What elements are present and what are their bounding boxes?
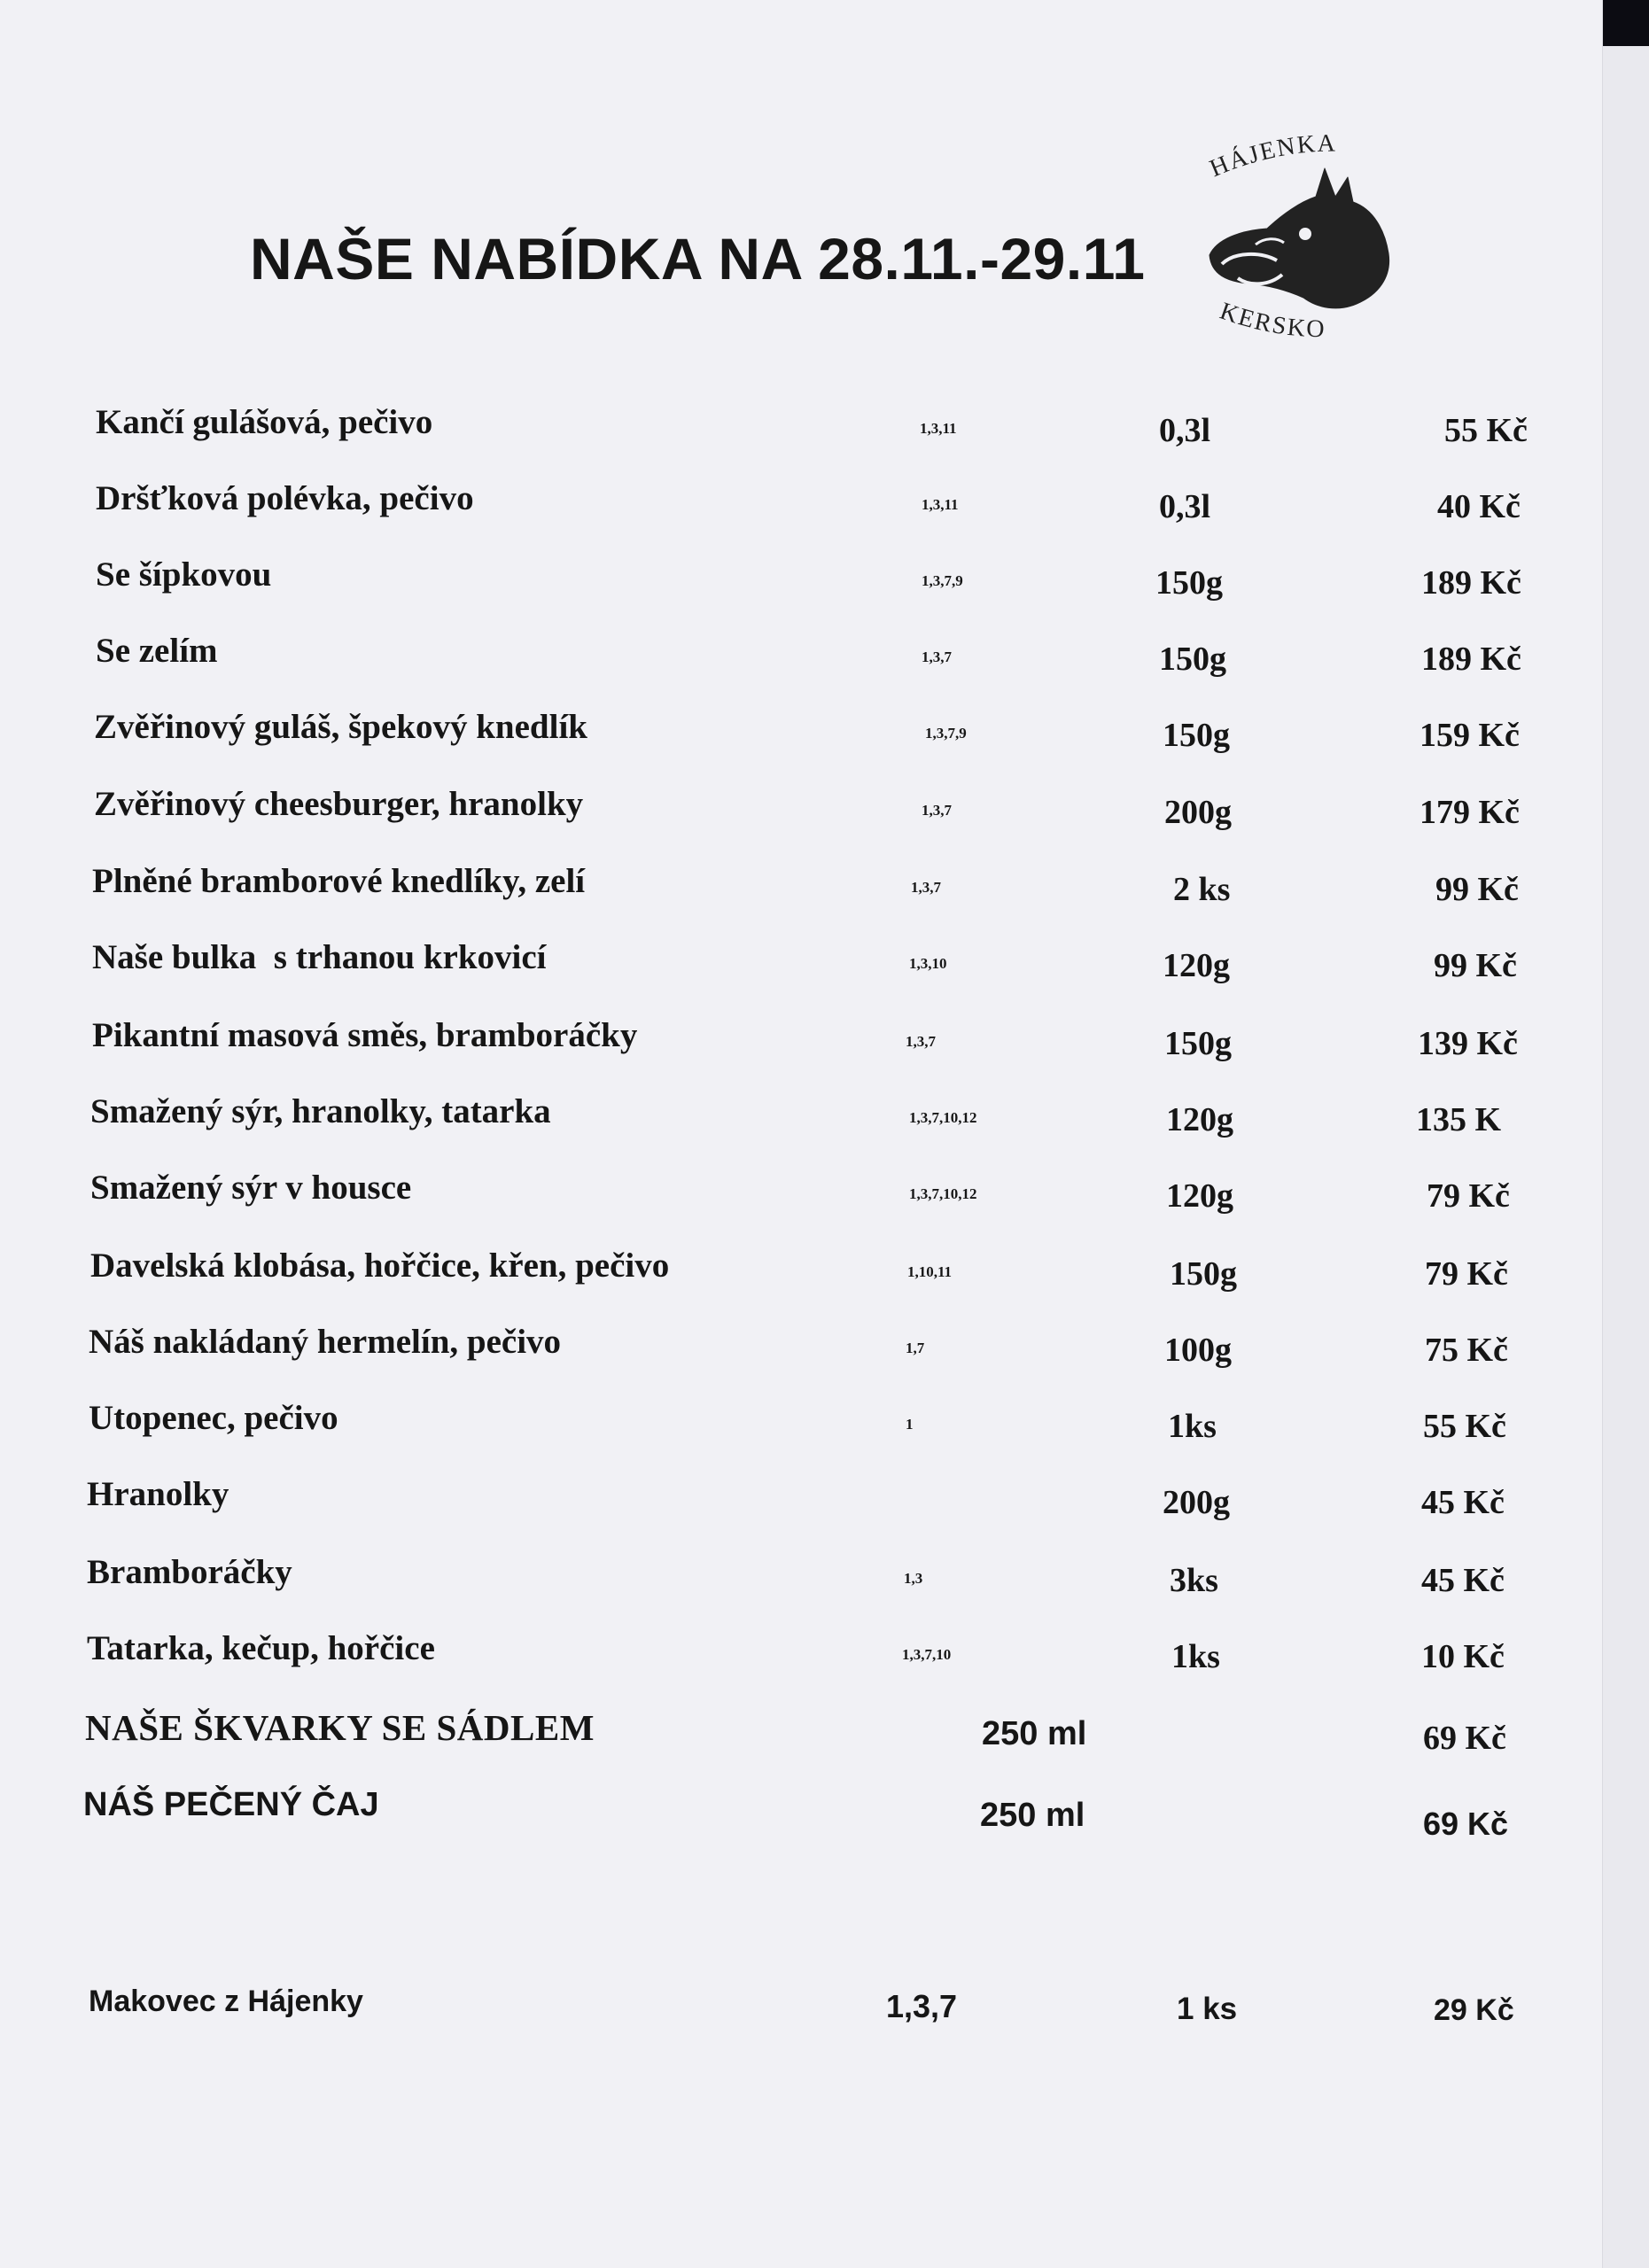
dessert-allergens: 1,3,7 [886,1988,958,2024]
svg-text:HÁJENKA [1206,129,1337,183]
special-price: 69 Kč [1423,1720,1506,1757]
item-name: Plněné bramborové knedlíky, zelí [92,862,586,900]
item-portion: 0,3l [1159,412,1211,449]
item-price: 99 Kč [1434,947,1517,984]
item-allergens: 1,3,7 [922,649,952,665]
item-price: 45 Kč [1421,1484,1505,1521]
item-price: 79 Kč [1425,1255,1508,1293]
menu-item [0,1015,1595,1086]
item-price: 135 K [1416,1101,1502,1138]
item-allergens: 1,3 [904,1570,923,1587]
item-price: 79 Kč [1427,1177,1510,1215]
item-name: Zvěřinový cheesburger, hranolky [94,785,584,823]
item-name: Pikantní masová směs, bramboráčky [92,1016,638,1054]
item-allergens: 1,3,7 [906,1033,936,1050]
menu-item [0,1168,1595,1239]
item-name: Náš nakládaný hermelín, pečivo [89,1323,562,1361]
item-name: Bramboráčky [87,1553,292,1591]
item-portion: 200g [1164,794,1232,831]
menu-item [0,1091,1595,1162]
menu-item [0,1398,1595,1469]
item-price: 159 Kč [1420,717,1520,754]
menu-item [0,402,1595,473]
item-name: Dršťková polévka, pečivo [96,479,474,517]
item-price: 75 Kč [1425,1332,1508,1369]
item-price: 45 Kč [1421,1562,1505,1599]
item-allergens: 1,3,7,9 [922,572,963,589]
item-portion: 120g [1166,1101,1233,1138]
boar-head-icon [1192,122,1444,353]
item-allergens: 1,7 [906,1340,925,1356]
menu-item [0,1552,1595,1623]
special-volume: 250 ml [980,1797,1085,1834]
item-name: Smažený sýr v housce [90,1169,412,1207]
item-portion: 200g [1163,1484,1230,1521]
menu-item [0,707,1595,778]
item-portion: 150g [1155,564,1223,602]
dessert-item [0,1984,1595,2055]
hajenka-logo [1192,122,1444,353]
item-portion: 150g [1163,717,1230,754]
item-price: 139 Kč [1418,1025,1518,1062]
logo-bottom-text: KERSKO [1216,297,1326,344]
item-portion: 150g [1159,641,1226,678]
item-allergens: 1,3,11 [922,496,959,513]
menu-item [0,631,1595,702]
item-name: Davelská klobása, hořčice, křen, pečivo [90,1247,670,1285]
dessert-portion: 1 ks [1177,1992,1238,2026]
item-name: Se šípkovou [96,555,272,594]
item-price: 99 Kč [1435,871,1519,908]
item-allergens: 1,3,11 [920,420,957,437]
menu-item [0,478,1595,549]
item-name: Smažený sýr, hranolky, tatarka [90,1092,551,1130]
item-price: 189 Kč [1421,564,1521,602]
item-price: 40 Kč [1437,488,1521,525]
page-edge [1602,0,1649,2268]
item-portion: 0,3l [1159,488,1211,525]
item-name: Naše bulka s trhanou krkovicí [92,938,547,976]
item-allergens: 1,3,7 [911,879,941,896]
special-volume: 250 ml [982,1715,1087,1752]
item-portion: 3ks [1170,1562,1218,1599]
item-portion: 150g [1170,1255,1237,1293]
item-name: Se zelím [96,632,218,670]
special-item [0,1706,1595,1777]
item-portion: 100g [1164,1332,1232,1369]
item-name: Tatarka, kečup, hořčice [87,1629,435,1667]
menu-item [0,555,1595,625]
menu-item [0,937,1595,1008]
scan-corner [1603,0,1649,46]
item-portion: 1ks [1168,1408,1217,1445]
item-portion: 1ks [1171,1638,1220,1675]
item-name: Hranolky [87,1475,229,1513]
dessert-price: 29 Kč [1434,1993,1514,2027]
item-portion: 150g [1164,1025,1232,1062]
item-price: 55 Kč [1444,412,1528,449]
logo-top-text: HÁJENKA [1205,129,1338,183]
item-allergens: 1,3,7,10,12 [909,1109,977,1126]
item-portion: 120g [1166,1177,1233,1215]
item-allergens: 1,3,7,10,12 [909,1185,977,1202]
menu-item [0,1474,1595,1545]
menu-item [0,1246,1595,1317]
item-allergens: 1,3,7,10 [902,1646,952,1663]
item-price: 179 Kč [1420,794,1520,831]
item-allergens: 1,3,7,9 [925,725,967,742]
dessert-name: Makovec z Hájenky [89,1984,363,2018]
special-name: NÁŠ PEČENÝ ČAJ [83,1786,379,1823]
item-portion: 2 ks [1173,871,1231,908]
menu-item [0,861,1595,932]
item-name: Utopenec, pečivo [89,1399,338,1437]
item-allergens: 1,3,10 [909,955,947,972]
item-price: 55 Kč [1423,1408,1506,1445]
page-title: NAŠE NABÍDKA NA 28.11.-29.11 [250,226,1146,291]
special-name: NAŠE ŠKVARKY SE SÁDLEM [85,1707,595,1748]
svg-text:KERSKO [1217,298,1326,344]
menu-item [0,1628,1595,1699]
item-name: Zvěřinový guláš, špekový knedlík [94,708,587,746]
item-price: 189 Kč [1421,641,1521,678]
item-portion: 120g [1163,947,1230,984]
item-price: 10 Kč [1421,1638,1505,1675]
menu-item [0,1322,1595,1393]
menu-item [0,784,1595,855]
special-item [0,1786,1595,1857]
special-price: 69 Kč [1423,1806,1509,1842]
item-allergens: 1,3,7 [922,802,952,819]
item-name: Kančí gulášová, pečivo [96,403,433,441]
item-allergens: 1,10,11 [907,1263,953,1280]
item-allergens: 1 [906,1416,914,1433]
